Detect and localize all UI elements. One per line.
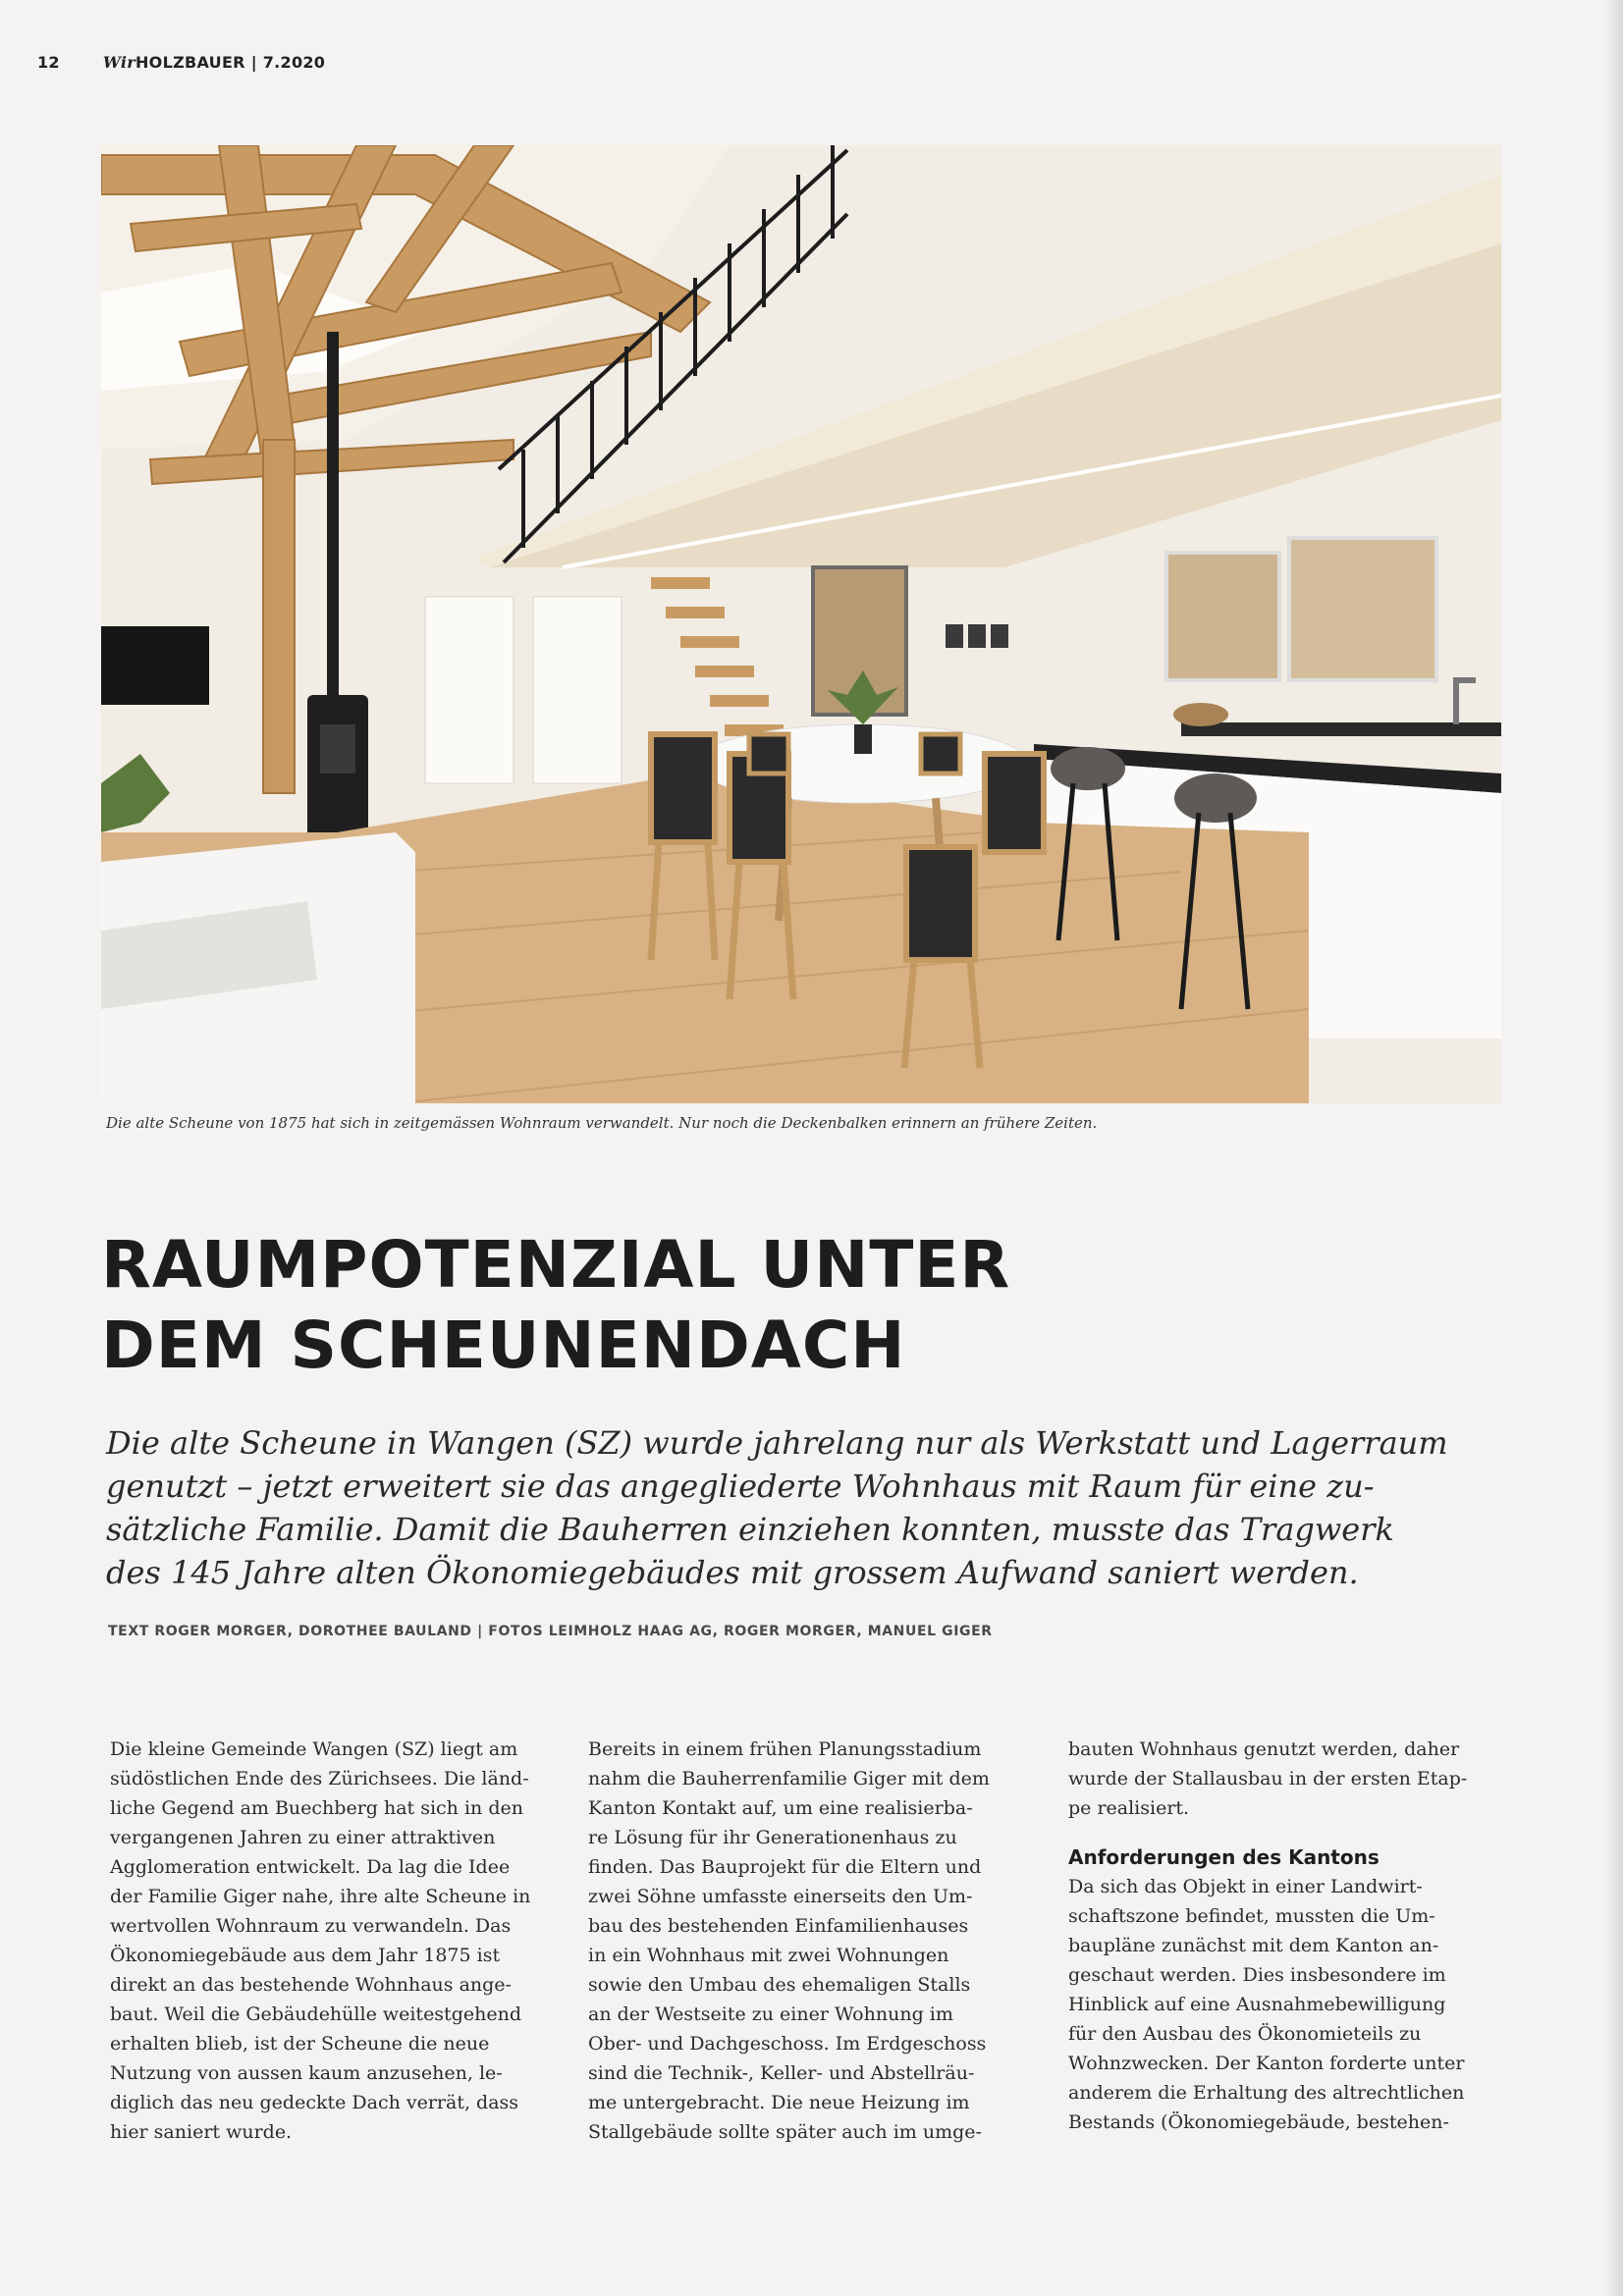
text-line: liche Gegend am Buechberg hat sich in den <box>110 1797 523 1819</box>
text-line: pe realisiert. <box>1068 1797 1190 1819</box>
text-line: der Familie Giger nahe, ihre alte Scheune in <box>110 1886 531 1907</box>
headline-line-1: RAUMPOTENZIAL UNTER <box>101 1227 1011 1303</box>
text-line: nahm die Bauherrenfamilie Giger mit dem <box>588 1768 990 1789</box>
text-line: in ein Wohnhaus mit zwei Wohnungen <box>588 1945 949 1966</box>
magazine-brand: HOLZBAUER <box>135 53 245 72</box>
text-line: wertvollen Wohnraum zu verwandeln. Das <box>110 1915 512 1937</box>
text-line: Da sich das Objekt in einer Landwirt- <box>1068 1876 1423 1897</box>
section-subheading: Anforderungen des Kantons <box>1068 1845 1380 1869</box>
text-line: direkt an das bestehende Wohnhaus ange- <box>110 1974 512 1996</box>
issue-number: | 7.2020 <box>250 53 326 72</box>
photo-caption: Die alte Scheune von 1875 hat sich in zeitgemässen Wohnraum verwandelt. Nur noch die Deckenbalken erinnern an frühere Zeiten. <box>106 1114 1098 1132</box>
text-line: Ökonomiegebäude aus dem Jahr 1875 ist <box>110 1945 501 1966</box>
text-line: südöstlichen Ende des Zürichsees. Die länd- <box>110 1768 529 1789</box>
text-line: sind die Technik-, Keller- und Abstellräu- <box>588 2062 975 2084</box>
text-line: sowie den Umbau des ehemaligen Stalls <box>588 1974 971 1996</box>
page-number: 12 <box>37 53 60 72</box>
page-edge-shadow <box>1605 0 1623 2296</box>
text-line: bauten Wohnhaus genutzt werden, daher <box>1068 1738 1460 1760</box>
body-column-3 <box>1068 1735 1467 2137</box>
article-lead <box>106 1421 1520 1594</box>
interior-photo <box>101 145 1501 1103</box>
text-line: Ober- und Dachgeschoss. Im Erdgeschoss <box>588 2033 987 2055</box>
text-line: baupläne zunächst mit dem Kanton an- <box>1068 1935 1439 1956</box>
text-line: Agglomeration entwickelt. Da lag die Idee <box>110 1856 511 1878</box>
text-line: diglich das neu gedeckte Dach verrät, dass <box>110 2092 519 2113</box>
text-line: baut. Weil die Gebäudehülle weitestgehend <box>110 2003 521 2025</box>
lead-line: sätzliche Familie. Damit die Bauherren einziehen konnten, musste das Tragwerk <box>106 1511 1394 1548</box>
article-credits: TEXT ROGER MORGER, DOROTHEE BAULAND | FOTOS LEIMHOLZ HAAG AG, ROGER MORGER, MANUEL GIGER <box>108 1624 993 1639</box>
lead-line: Die alte Scheune in Wangen (SZ) wurde jahrelang nur als Werkstatt und Lagerraum <box>106 1424 1448 1462</box>
text-line: zwei Söhne umfasste einerseits den Um- <box>588 1886 973 1907</box>
text-line: an der Westseite zu einer Wohnung im <box>588 2003 953 2025</box>
text-line: finden. Das Bauprojekt für die Eltern und <box>588 1856 982 1878</box>
text-line: Kanton Kontakt auf, um eine realisierba- <box>588 1797 973 1819</box>
text-line: geschaut werden. Dies insbesondere im <box>1068 1964 1446 1986</box>
text-line: schaftszone befindet, mussten die Um- <box>1068 1905 1435 1927</box>
text-line: hier saniert wurde. <box>110 2121 293 2143</box>
text-line: anderem die Erhaltung des altrechtlichen <box>1068 2082 1465 2104</box>
text-line: Stallgebäude sollte später auch im umge- <box>588 2121 982 2143</box>
text-line: erhalten blieb, ist der Scheune die neue <box>110 2033 490 2055</box>
lead-line: genutzt – jetzt erweitert sie das angegliederte Wohnhaus mit Raum für eine zu- <box>106 1468 1375 1505</box>
magazine-brand-italic: Wir <box>102 53 135 72</box>
headline-line-2: DEM SCHEUNENDACH <box>101 1308 906 1383</box>
text-line: Hinblick auf eine Ausnahmebewilligung <box>1068 1994 1446 2015</box>
lead-line: des 145 Jahre alten Ökonomiegebäudes mit grossem Aufwand saniert werden. <box>106 1554 1359 1591</box>
article-headline <box>101 1225 1010 1386</box>
text-line: Nutzung von aussen kaum anzusehen, le- <box>110 2062 503 2084</box>
text-line: für den Ausbau des Ökonomieteils zu <box>1068 2023 1422 2045</box>
text-line: me untergebracht. Die neue Heizung im <box>588 2092 970 2113</box>
text-line: Bereits in einem frühen Planungsstadium <box>588 1738 982 1760</box>
text-line: bau des bestehenden Einfamilienhauses <box>588 1915 969 1937</box>
text-line: Die kleine Gemeinde Wangen (SZ) liegt am <box>110 1738 518 1760</box>
text-line: Bestands (Ökonomiegebäude, bestehen- <box>1068 2111 1449 2133</box>
running-head <box>37 53 325 72</box>
text-line: Wohnzwecken. Der Kanton forderte unter <box>1068 2053 1465 2074</box>
text-line: re Lösung für ihr Generationenhaus zu <box>588 1827 957 1848</box>
text-line: wurde der Stallausbau in der ersten Etap- <box>1068 1768 1468 1789</box>
body-column-2 <box>588 1735 990 2147</box>
body-column-1 <box>110 1735 530 2147</box>
text-line: vergangenen Jahren zu einer attraktiven <box>110 1827 496 1848</box>
